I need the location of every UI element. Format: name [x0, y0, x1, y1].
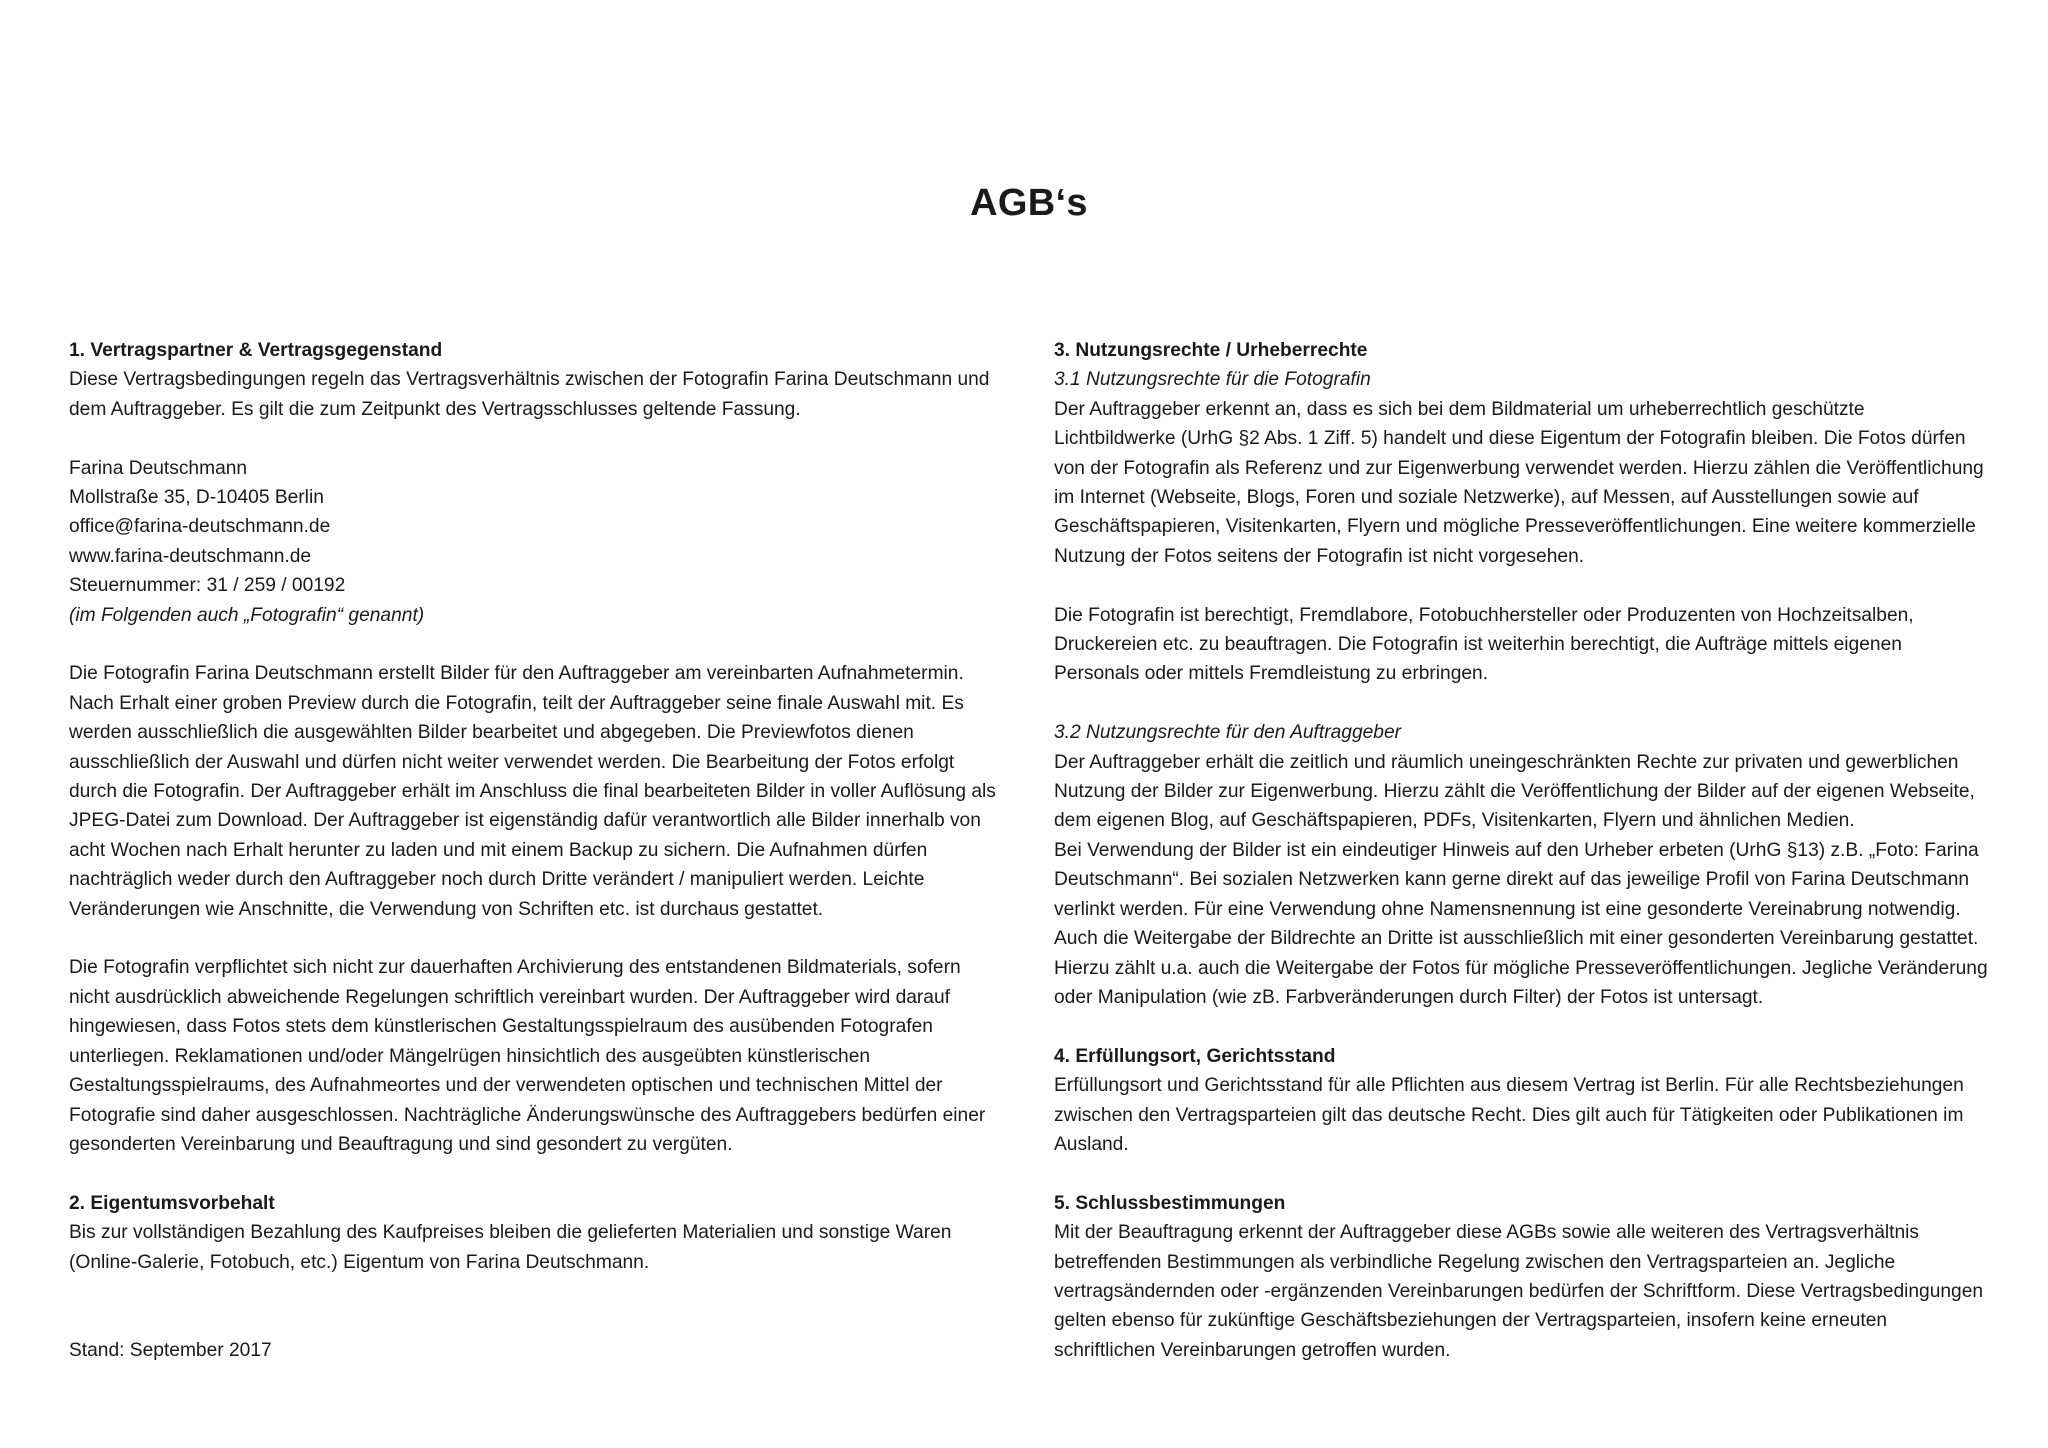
paragraph-line: schriftlichen Vereinbarungen getroffen wurden. — [1054, 1339, 1451, 1361]
paragraph-line: acht Wochen nach Erhalt herunter zu laden und mit einem Backup zu sichern. Die Aufnahmen dürfen — [69, 839, 928, 861]
section-2-heading: 2. Eigentumsvorbehalt — [69, 1192, 275, 1214]
paragraph-line: Auch die Weitergabe der Bildrechte an Dritte ist ausschließlich mit einer gesonderten Vereinbarung gestattet. — [1054, 928, 1979, 950]
spacer — [69, 630, 1029, 659]
address-website: www.farina-deutschmann.de — [69, 545, 312, 567]
paragraph-line: Geschäftspapieren, Visitenkarten, Flyern und mögliche Presseveröffentlichungen. Eine weitere kommerzielle — [1054, 516, 1976, 538]
spacer — [1054, 571, 2014, 600]
paragraph-line: Der Auftraggeber erhält die zeitlich und räumlich uneingeschränkten Rechte zur privaten und gewerblichen — [1054, 751, 1959, 773]
paragraph-line: Nutzung der Bilder zur Eigenwerbung. Hierzu zählt die Veröffentlichung der Bilder auf der eigenen Webseite, — [1054, 781, 1975, 803]
paragraph-line: Lichtbildwerke (UrhG §2 Abs. 1 Ziff. 5) handelt und diese Eigentum der Fotografin bleiben. Die Fotos dürfen — [1054, 428, 1966, 450]
paragraph-line: Hierzu zählt u.a. auch die Weitergabe der Fotos für mögliche Presseveröffentlichungen. Jegliche Veränderung — [1054, 957, 1988, 979]
paragraph-line: gesonderten Vereinbarung und Beauftragung und sind gesondert zu vergüten. — [69, 1133, 733, 1155]
section-3-heading: 3. Nutzungsrechte / Urheberrechte — [1054, 340, 1368, 361]
section-5-heading: 5. Schlussbestimmungen — [1054, 1192, 1286, 1214]
paragraph-line: Bei Verwendung der Bilder ist ein eindeutiger Hinweis auf den Urheber erbeten (UrhG §13) z.B. „Foto: Farina — [1054, 839, 1979, 861]
section-4-heading: 4. Erfüllungsort, Gerichtsstand — [1054, 1045, 1336, 1067]
section-3-2-subheading: 3.2 Nutzungsrechte für den Auftraggeber — [1054, 722, 1402, 744]
paragraph-line: Mit der Beauftragung erkennt der Auftraggeber diese AGBs sowie alle weiteren des Vertragsverhältnis — [1054, 1222, 1919, 1244]
revision-date: Stand: September 2017 — [69, 1339, 272, 1361]
address-note: (im Folgenden auch „Fotografin“ genannt) — [69, 604, 425, 626]
paragraph-line: nicht ausdrücklich abweichende Regelungen schriftlich vereinbart wurden. Der Auftraggeber wird darauf — [69, 986, 950, 1008]
paragraph-line: Die Fotografin Farina Deutschmann erstellt Bilder für den Auftraggeber am vereinbarten Aufnahmetermin. — [69, 663, 964, 685]
address-street: Mollstraße 35, D-10405 Berlin — [69, 487, 324, 509]
paragraph-line: Veränderungen wie Anschnitte, die Verwendung von Schriften etc. ist durchaus gestattet. — [69, 898, 824, 920]
page-title: AGB‘s — [970, 182, 1088, 224]
paragraph-line: JPEG-Datei zum Download. Der Auftraggeber ist eigenständig dafür verantwortlich alle Bilder innerhalb von — [69, 810, 981, 832]
paragraph-line: Der Auftraggeber erkennt an, dass es sich bei dem Bildmaterial um urheberrechtlich geschützte — [1054, 398, 1865, 420]
paragraph-line: Nutzung der Fotos seitens der Fotografin ist nicht vorgesehen. — [1054, 545, 1585, 567]
paragraph-line: Gestaltungsspielraums, des Aufnahmeortes und der verwendeten optischen und technischen Mittel der — [69, 1075, 943, 1097]
paragraph-line: dem eigenen Blog, auf Geschäftspapieren, PDFs, Visitenkarten, Flyern und ähnlichen Medien. — [1054, 810, 1855, 832]
spacer — [69, 924, 1029, 953]
section-1-heading: 1. Vertragspartner & Vertragsgegenstand — [69, 340, 443, 361]
spacer — [69, 1159, 1029, 1188]
paragraph-line: (Online-Galerie, Fotobuch, etc.) Eigentum von Farina Deutschmann. — [69, 1251, 650, 1273]
spacer — [1054, 689, 2014, 718]
paragraph-line: hingewiesen, dass Fotos stets dem künstlerischen Gestaltungsspielraum des ausübenden Fotografen — [69, 1016, 933, 1038]
paragraph-line: durch die Fotografin. Der Auftraggeber erhält im Anschluss die final bearbeiteten Bilder in voller Auflösung als — [69, 781, 996, 803]
spacer — [1054, 1012, 2014, 1041]
paragraph-line: verlinkt werden. Für eine Verwendung ohne Namensnennung ist eine gesonderte Vereinabrung notwendig. — [1054, 898, 1961, 920]
paragraph-line: Druckereien etc. zu beauftragen. Die Fotografin ist weiterhin berechtigt, die Aufträge mittels eigenen — [1054, 634, 1902, 656]
paragraph-line: Bis zur vollständigen Bezahlung des Kaufpreises bleiben die gelieferten Materialien und sonstige Waren — [69, 1222, 952, 1244]
spacer — [1054, 1159, 2014, 1188]
paragraph-line: dem Auftraggeber. Es gilt die zum Zeitpunkt des Vertragsschlusses geltende Fassung. — [69, 398, 801, 420]
paragraph-line: Erfüllungsort und Gerichtsstand für alle Pflichten aus diesem Vertrag ist Berlin. Für alle Rechtsbeziehungen — [1054, 1075, 1964, 1097]
address-name: Farina Deutschmann — [69, 457, 248, 479]
paragraph-line: nachträglich weder durch den Auftraggeber noch durch Dritte verändert / manipuliert werden. Leichte — [69, 869, 925, 891]
paragraph-line: von der Fotografin als Referenz und zur Eigenwerbung verwendet werden. Hierzu zählen die Veröffentlichung — [1054, 457, 1984, 479]
paragraph-line: werden ausschließlich die ausgewählten Bilder bearbeitet und abgegeben. Die Previewfotos dienen — [69, 722, 914, 744]
paragraph-line: Diese Vertragsbedingungen regeln das Vertragsverhältnis zwischen der Fotografin Farina Deutschmann und — [69, 369, 990, 391]
left-column — [69, 336, 1029, 1365]
paragraph-line: Die Fotografin ist berechtigt, Fremdlabore, Fotobuchhersteller oder Produzenten von Hochzeitsalben, — [1054, 604, 1914, 626]
paragraph-line: oder Manipulation (wie zB. Farbveränderungen durch Filter) der Fotos ist untersagt. — [1054, 986, 1764, 1008]
paragraph-line: Ausland. — [1054, 1133, 1129, 1155]
address-tax-number: Steuernummer: 31 / 259 / 00192 — [69, 575, 346, 597]
paragraph-line: Die Fotografin verpflichtet sich nicht zur dauerhaften Archivierung des entstandenen Bildmaterials, sofern — [69, 957, 961, 979]
paragraph-line: Deutschmann“. Bei sozialen Netzwerken kann gerne direkt auf das jeweilige Profil von Farina Deutschmann — [1054, 869, 1970, 891]
paragraph-line: Fotografie sind daher ausgeschlossen. Nachträgliche Änderungswünsche des Auftraggebers bedürfen einer — [69, 1104, 986, 1126]
paragraph-line: unterliegen. Reklamationen und/oder Mängelrügen hinsichtlich des ausgeübten künstlerischen — [69, 1045, 871, 1067]
address-email: office@farina-deutschmann.de — [69, 516, 331, 538]
paragraph-line: Nach Erhalt einer groben Preview durch die Fotografin, teilt der Auftraggeber seine finale Auswahl mit. Es — [69, 692, 964, 714]
paragraph-line: im Internet (Webseite, Blogs, Foren und soziale Netzwerke), auf Messen, auf Ausstellungen sowie auf — [1054, 487, 1919, 509]
section-3-1-subheading: 3.1 Nutzungsrechte für die Fotografin — [1054, 369, 1371, 391]
paragraph-line: ausschließlich der Auswahl und dürfen nicht weiter verwendet werden. Die Bearbeitung der Fotos erfolgt — [69, 751, 955, 773]
spacer — [69, 1277, 1029, 1336]
spacer — [69, 424, 1029, 453]
paragraph-line: gelten ebenso für zukünftige Geschäftsbeziehungen der Vertragsparteien, insofern keine erneuten — [1054, 1310, 1888, 1332]
paragraph-line: vertragsändernden oder -ergänzenden Vereinbarungen bedürfen der Schriftform. Diese Vertragsbedingungen — [1054, 1280, 1984, 1302]
paragraph-line: Personals oder mittels Fremdleistung zu erbringen. — [1054, 663, 1489, 685]
paragraph-line: zwischen den Vertragsparteien gilt das deutsche Recht. Dies gilt auch für Tätigkeiten oder Publikationen im — [1054, 1104, 1964, 1126]
paragraph-line: betreffenden Bestimmungen als verbindliche Regelung zwischen den Vertragsparteien an. Jegliche — [1054, 1251, 1896, 1273]
right-column — [1054, 336, 2014, 1365]
